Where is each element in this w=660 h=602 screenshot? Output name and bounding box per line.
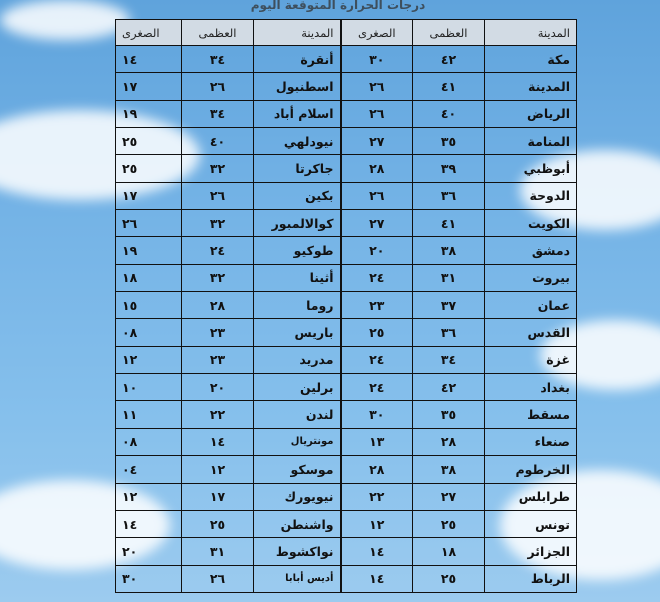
cell-city: الرباط: [485, 565, 577, 592]
cell-max: ٣٤: [182, 46, 254, 73]
cell-max: ١٢: [182, 456, 254, 483]
table-row: [116, 319, 577, 346]
cell-max: ٣٤: [413, 346, 485, 373]
column-header-city: المدينة: [485, 20, 577, 46]
cell-max: ٣٤: [182, 100, 254, 127]
cell-city: الكويت: [485, 210, 577, 237]
cell-city: الجزائر: [485, 538, 577, 565]
table-row: [116, 182, 577, 209]
cell-max: ٣١: [413, 264, 485, 291]
cell-city: بكين: [254, 182, 341, 209]
cell-min: ٢٨: [341, 456, 413, 483]
cell-min: ٢٦: [341, 182, 413, 209]
cell-city: طرابلس: [485, 483, 577, 510]
cell-min: ٢٦: [341, 100, 413, 127]
cell-city: مسقط: [485, 401, 577, 428]
cell-city: المدينة: [485, 73, 577, 100]
cell-min: ٢٥: [341, 319, 413, 346]
cell-city: طوكيو: [254, 237, 341, 264]
table-row: [116, 510, 577, 537]
cell-min: ٢٢: [341, 483, 413, 510]
temperature-table: [115, 19, 577, 593]
cell-city: مونتريال: [254, 428, 341, 455]
cell-max: ٢٤: [182, 237, 254, 264]
cell-min: ١٩: [116, 100, 182, 127]
cell-min: ٢٥: [116, 128, 182, 155]
cell-city: باريس: [254, 319, 341, 346]
cell-max: ٢٦: [182, 182, 254, 209]
cell-city: كوالالمبور: [254, 210, 341, 237]
table-row: [116, 128, 577, 155]
cell-min: ٢٤: [341, 374, 413, 401]
cell-min: ٢٠: [341, 237, 413, 264]
cell-max: ٢٢: [182, 401, 254, 428]
cell-min: ١٨: [116, 264, 182, 291]
table-row: [116, 346, 577, 373]
cell-min: ٢٨: [341, 155, 413, 182]
table-row: [116, 565, 577, 592]
table-caption: درجات الحرارة المتوقعة اليوم: [250, 0, 426, 12]
cell-max: ٣٦: [413, 319, 485, 346]
cell-min: ٢٦: [341, 73, 413, 100]
cell-city: القدس: [485, 319, 577, 346]
cell-min: ٠٨: [116, 319, 182, 346]
cell-min: ٠٨: [116, 428, 182, 455]
cell-min: ١٤: [341, 565, 413, 592]
cell-max: ٣٢: [182, 210, 254, 237]
cell-min: ٣٠: [341, 46, 413, 73]
cell-max: ٣٥: [413, 128, 485, 155]
column-header-max: العظمى: [413, 20, 485, 46]
cell-max: ٢٥: [182, 510, 254, 537]
cell-city: مدريد: [254, 346, 341, 373]
cell-min: ١٢: [116, 346, 182, 373]
cell-max: ٤٠: [182, 128, 254, 155]
table-row: [116, 73, 577, 100]
table-row: [116, 456, 577, 483]
cell-min: ١٧: [116, 73, 182, 100]
cell-min: ١١: [116, 401, 182, 428]
table-row: [116, 538, 577, 565]
cell-min: ١٠: [116, 374, 182, 401]
header-row: [116, 20, 577, 46]
cell-max: ٣٥: [413, 401, 485, 428]
cell-max: ١٧: [182, 483, 254, 510]
table-row: [116, 428, 577, 455]
cell-max: ٣٢: [182, 264, 254, 291]
cell-max: ٣٢: [182, 155, 254, 182]
cell-min: ١٧: [116, 182, 182, 209]
cell-max: ٣٨: [413, 237, 485, 264]
cell-city: موسكو: [254, 456, 341, 483]
cell-city: نيويورك: [254, 483, 341, 510]
cell-city: أثينا: [254, 264, 341, 291]
cell-max: ٣٧: [413, 292, 485, 319]
cell-min: ٣٠: [116, 565, 182, 592]
cell-city: نيودلهي: [254, 128, 341, 155]
column-header-city: المدينة: [254, 20, 341, 46]
cell-city: أبوظبي: [485, 155, 577, 182]
cell-max: ٣٩: [413, 155, 485, 182]
cell-min: ١٢: [116, 483, 182, 510]
cell-max: ٢٨: [182, 292, 254, 319]
table-row: [116, 237, 577, 264]
cell-city: واشنطن: [254, 510, 341, 537]
cell-max: ٢٣: [182, 346, 254, 373]
cell-max: ٢٣: [182, 319, 254, 346]
cell-min: ١٤: [116, 46, 182, 73]
cell-min: ١٤: [341, 538, 413, 565]
cell-max: ٤٢: [413, 46, 485, 73]
cell-city: المنامة: [485, 128, 577, 155]
cell-min: ١٥: [116, 292, 182, 319]
cell-min: ٢٤: [341, 264, 413, 291]
cell-min: ١٤: [116, 510, 182, 537]
table-row: [116, 46, 577, 73]
cell-city: روما: [254, 292, 341, 319]
table-row: [116, 374, 577, 401]
cell-city: عمان: [485, 292, 577, 319]
cell-max: ١٤: [182, 428, 254, 455]
cell-city: جاكرتا: [254, 155, 341, 182]
cell-city: غزة: [485, 346, 577, 373]
cell-city: لندن: [254, 401, 341, 428]
cell-max: ٤١: [413, 210, 485, 237]
cell-min: ١٩: [116, 237, 182, 264]
cell-city: الرياض: [485, 100, 577, 127]
table-row: [116, 100, 577, 127]
cell-max: ٢٦: [182, 565, 254, 592]
cell-city: مكة: [485, 46, 577, 73]
cell-city: تونس: [485, 510, 577, 537]
cell-max: ٢٠: [182, 374, 254, 401]
cell-city: أنقرة: [254, 46, 341, 73]
cell-max: ٣٨: [413, 456, 485, 483]
cell-min: ٢٠: [116, 538, 182, 565]
cell-max: ٤٢: [413, 374, 485, 401]
cell-max: ٢٦: [182, 73, 254, 100]
cell-city: الخرطوم: [485, 456, 577, 483]
cell-max: ٢٥: [413, 565, 485, 592]
table-row: [116, 210, 577, 237]
table-row: [116, 264, 577, 291]
cell-min: ٢٧: [341, 128, 413, 155]
cell-max: ٣١: [182, 538, 254, 565]
table-row: [116, 155, 577, 182]
column-header-min: الصغرى: [341, 20, 413, 46]
cell-max: ٤٠: [413, 100, 485, 127]
column-header-max: العظمى: [182, 20, 254, 46]
cell-max: ٢٥: [413, 510, 485, 537]
column-header-min: الصغرى: [116, 20, 182, 46]
cell-city: دمشق: [485, 237, 577, 264]
table-row: [116, 401, 577, 428]
cell-min: ٢٧: [341, 210, 413, 237]
cell-city: الدوحة: [485, 182, 577, 209]
cell-max: ١٨: [413, 538, 485, 565]
cell-city: صنعاء: [485, 428, 577, 455]
cell-city: اسطنبول: [254, 73, 341, 100]
cell-min: ٣٠: [341, 401, 413, 428]
cell-city: برلين: [254, 374, 341, 401]
cell-min: ٢٦: [116, 210, 182, 237]
cell-min: ٢٣: [341, 292, 413, 319]
table-row: [116, 483, 577, 510]
cell-max: ٤١: [413, 73, 485, 100]
cell-max: ٢٧: [413, 483, 485, 510]
cell-min: ١٢: [341, 510, 413, 537]
cell-city: بيروت: [485, 264, 577, 291]
cell-city: نواكشوط: [254, 538, 341, 565]
cell-city: بغداد: [485, 374, 577, 401]
cell-min: ٢٥: [116, 155, 182, 182]
cell-city: اسلام أباد: [254, 100, 341, 127]
cell-min: ٠٤: [116, 456, 182, 483]
cell-max: ٢٨: [413, 428, 485, 455]
cell-min: ١٣: [341, 428, 413, 455]
table-row: [116, 292, 577, 319]
cell-max: ٣٦: [413, 182, 485, 209]
cell-city: أديس أبابا: [254, 565, 341, 592]
cell-min: ٢٤: [341, 346, 413, 373]
